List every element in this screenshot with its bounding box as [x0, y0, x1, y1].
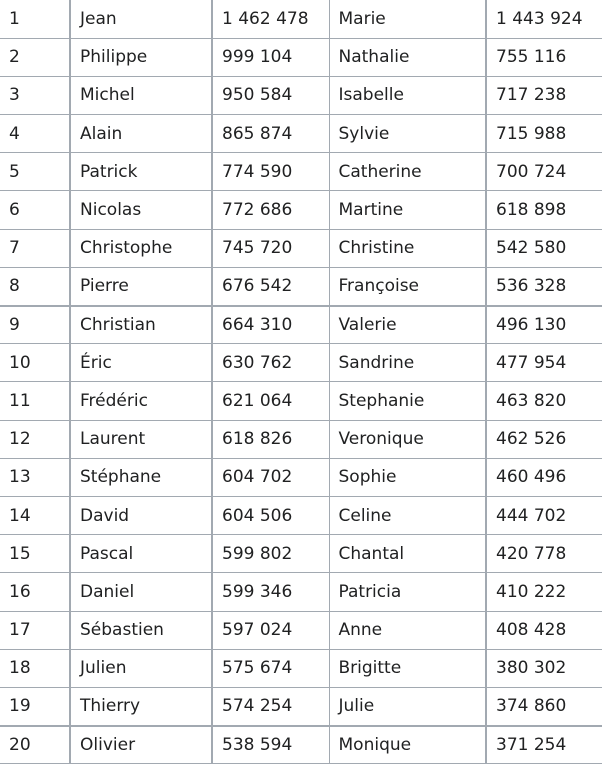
male-count-cell: 865 874	[212, 115, 329, 153]
female-name-cell: Françoise	[329, 267, 486, 305]
female-name-cell: Marie	[329, 0, 486, 38]
rank-cell: 13	[0, 458, 70, 496]
male-name-cell: Frédéric	[70, 382, 212, 420]
female-name-cell: Brigitte	[329, 649, 486, 687]
male-count-cell: 774 590	[212, 153, 329, 191]
table-row	[0, 306, 602, 344]
female-count-cell: 496 130	[486, 306, 602, 344]
female-name-cell: Valerie	[329, 306, 486, 344]
table-row	[0, 153, 602, 191]
table-row	[0, 496, 602, 534]
male-name-cell: Sébastien	[70, 611, 212, 649]
male-name-cell: Jean	[70, 0, 212, 38]
female-name-cell: Anne	[329, 611, 486, 649]
table-row	[0, 0, 602, 38]
rank-cell: 14	[0, 496, 70, 534]
table-row	[0, 535, 602, 573]
male-count-cell: 664 310	[212, 306, 329, 344]
female-name-cell: Monique	[329, 726, 486, 764]
male-name-cell: Julien	[70, 649, 212, 687]
female-name-cell: Sandrine	[329, 344, 486, 382]
male-name-cell: Michel	[70, 76, 212, 114]
female-count-cell: 380 302	[486, 649, 602, 687]
rank-cell: 18	[0, 649, 70, 687]
male-count-cell: 599 346	[212, 573, 329, 611]
female-count-cell: 700 724	[486, 153, 602, 191]
female-count-cell: 462 526	[486, 420, 602, 458]
female-name-cell: Christine	[329, 229, 486, 267]
female-name-cell: Celine	[329, 496, 486, 534]
male-name-cell: Christian	[70, 306, 212, 344]
female-count-cell: 463 820	[486, 382, 602, 420]
table-row	[0, 38, 602, 76]
male-name-cell: Laurent	[70, 420, 212, 458]
female-count-cell: 715 988	[486, 115, 602, 153]
rank-cell: 15	[0, 535, 70, 573]
rank-cell: 16	[0, 573, 70, 611]
male-count-cell: 999 104	[212, 38, 329, 76]
male-name-cell: Pascal	[70, 535, 212, 573]
male-count-cell: 745 720	[212, 229, 329, 267]
rank-cell: 11	[0, 382, 70, 420]
rank-cell: 8	[0, 267, 70, 305]
female-count-cell: 410 222	[486, 573, 602, 611]
female-name-cell: Patricia	[329, 573, 486, 611]
table-row	[0, 344, 602, 382]
male-count-cell: 604 702	[212, 458, 329, 496]
male-name-cell: David	[70, 496, 212, 534]
female-name-cell: Veronique	[329, 420, 486, 458]
male-name-cell: Nicolas	[70, 191, 212, 229]
male-name-cell: Thierry	[70, 687, 212, 725]
female-name-cell: Nathalie	[329, 38, 486, 76]
rank-cell: 7	[0, 229, 70, 267]
female-count-cell: 1 443 924	[486, 0, 602, 38]
female-count-cell: 444 702	[486, 496, 602, 534]
male-count-cell: 574 254	[212, 687, 329, 725]
female-name-cell: Sylvie	[329, 115, 486, 153]
rank-cell: 4	[0, 115, 70, 153]
rank-cell: 10	[0, 344, 70, 382]
female-count-cell: 371 254	[486, 726, 602, 764]
male-count-cell: 618 826	[212, 420, 329, 458]
female-count-cell: 755 116	[486, 38, 602, 76]
table-row	[0, 229, 602, 267]
female-count-cell: 536 328	[486, 267, 602, 305]
male-count-cell: 597 024	[212, 611, 329, 649]
female-count-cell: 717 238	[486, 76, 602, 114]
rank-cell: 20	[0, 726, 70, 764]
male-count-cell: 1 462 478	[212, 0, 329, 38]
male-count-cell: 621 064	[212, 382, 329, 420]
table-row	[0, 726, 602, 764]
table-row	[0, 649, 602, 687]
table-row	[0, 573, 602, 611]
male-count-cell: 604 506	[212, 496, 329, 534]
male-count-cell: 630 762	[212, 344, 329, 382]
male-name-cell: Philippe	[70, 38, 212, 76]
rank-cell: 17	[0, 611, 70, 649]
table-row	[0, 611, 602, 649]
male-count-cell: 950 584	[212, 76, 329, 114]
male-name-cell: Olivier	[70, 726, 212, 764]
male-name-cell: Pierre	[70, 267, 212, 305]
male-count-cell: 676 542	[212, 267, 329, 305]
male-count-cell: 575 674	[212, 649, 329, 687]
male-name-cell: Christophe	[70, 229, 212, 267]
female-count-cell: 542 580	[486, 229, 602, 267]
table-row	[0, 687, 602, 725]
table-row	[0, 76, 602, 114]
table-row	[0, 458, 602, 496]
table-row	[0, 191, 602, 229]
male-count-cell: 772 686	[212, 191, 329, 229]
rank-cell: 19	[0, 687, 70, 725]
rank-cell: 5	[0, 153, 70, 191]
male-name-cell: Daniel	[70, 573, 212, 611]
male-name-cell: Patrick	[70, 153, 212, 191]
female-count-cell: 420 778	[486, 535, 602, 573]
female-name-cell: Chantal	[329, 535, 486, 573]
female-count-cell: 408 428	[486, 611, 602, 649]
male-name-cell: Alain	[70, 115, 212, 153]
male-count-cell: 538 594	[212, 726, 329, 764]
female-name-cell: Sophie	[329, 458, 486, 496]
female-name-cell: Stephanie	[329, 382, 486, 420]
female-name-cell: Isabelle	[329, 76, 486, 114]
table-row	[0, 115, 602, 153]
female-name-cell: Martine	[329, 191, 486, 229]
table-row	[0, 420, 602, 458]
female-name-cell: Catherine	[329, 153, 486, 191]
female-count-cell: 477 954	[486, 344, 602, 382]
female-name-cell: Julie	[329, 687, 486, 725]
male-name-cell: Stéphane	[70, 458, 212, 496]
table-row	[0, 382, 602, 420]
female-count-cell: 374 860	[486, 687, 602, 725]
male-name-cell: Éric	[70, 344, 212, 382]
rank-cell: 6	[0, 191, 70, 229]
rank-cell: 3	[0, 76, 70, 114]
rank-cell: 9	[0, 306, 70, 344]
rank-cell: 1	[0, 0, 70, 38]
male-count-cell: 599 802	[212, 535, 329, 573]
rank-cell: 2	[0, 38, 70, 76]
female-count-cell: 618 898	[486, 191, 602, 229]
table-row	[0, 267, 602, 305]
female-count-cell: 460 496	[486, 458, 602, 496]
rank-cell: 12	[0, 420, 70, 458]
